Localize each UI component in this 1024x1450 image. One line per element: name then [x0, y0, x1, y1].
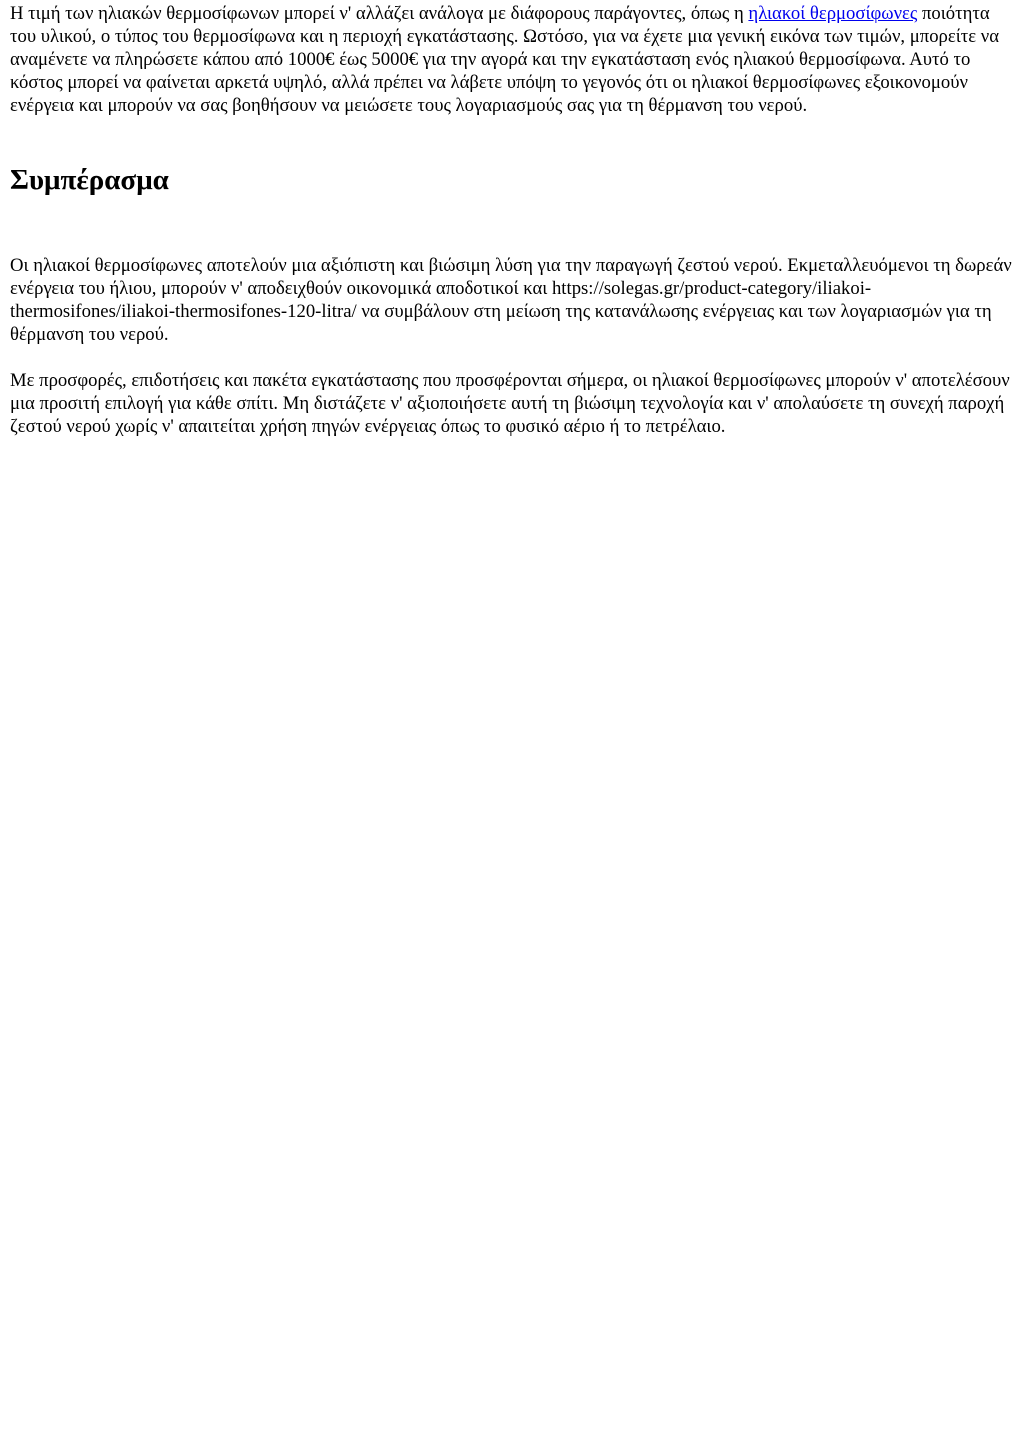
conclusion-heading: Συμπέρασμα — [10, 164, 169, 196]
price-text-after-link: ποιότητα του υλικού, ο τύπος του θερμοσίφωνα και η περιοχή εγκατάστασης. Ωστόσο, για να έχετε μια γενική εικόνα των τιμών, μπορείτε να αναμένετε να πληρώσετε κάπου από 1000€ έως 5000€ για την αγορά και την εγκατάσταση ενός ηλιακού θερμοσίφωνα. Αυτό το κόστος μπορεί να φαίνεται αρκετά υψηλό, αλλά πρέπει να λάβετε υπόψη το γεγονός ότι οι ηλιακοί θερμοσίφωνες εξοικονομούν ενέργεια και μπορούν να σας βοηθήσουν να μειώσετε τους λογαριασμούς σας για τη θέρμανση του νερού. — [10, 3, 1000, 116]
conclusion-paragraph-1: Οι ηλιακοί θερμοσίφωνες αποτελούν μια αξιόπιστη και βιώσιμη λύση για την παραγωγή ζεστού νερού. Εκμεταλλευόμενοι τη δωρεάν ενέργεια του ήλιου, μπορούν ν' αποδειχθούν οικονομικά αποδοτικοί και https://solegas.gr/product-category/iliakoi-thermosifones/iliakoi-thermosifones-120-litra/ να συμβάλουν στη μείωση της κατανάλωσης ενέργειας και των λογαριασμών για τη θέρμανση του νερού. — [10, 255, 1012, 345]
price-text-before-link: Η τιμή των ηλιακών θερμοσίφωνων μπορεί ν' αλλάζει ανάλογα με διάφορους παράγοντες, όπως η — [10, 3, 749, 24]
price-paragraph — [10, 2, 1014, 117]
conclusion-paragraph-2: Με προσφορές, επιδοτήσεις και πακέτα εγκατάστασης που προσφέρονται σήμερα, οι ηλιακοί θερμοσίφωνες μπορούν ν' αποτελέσουν μια προσιτή επιλογή για κάθε σπίτι. Μη διστάζετε ν' αξιοποιήσετε αυτή τη βιώσιμη τεχνολογία και ν' απολαύσετε τη συνεχή παροχή ζεστού νερού χωρίς ν' απαιτείται χρήση πηγών ενέργειας όπως το φυσικό αέριο ή το πετρέλαιο. — [10, 370, 1010, 437]
document-page — [0, 2, 1024, 438]
solar-water-heaters-link[interactable]: ηλιακοί θερμοσίφωνες — [748, 3, 918, 24]
